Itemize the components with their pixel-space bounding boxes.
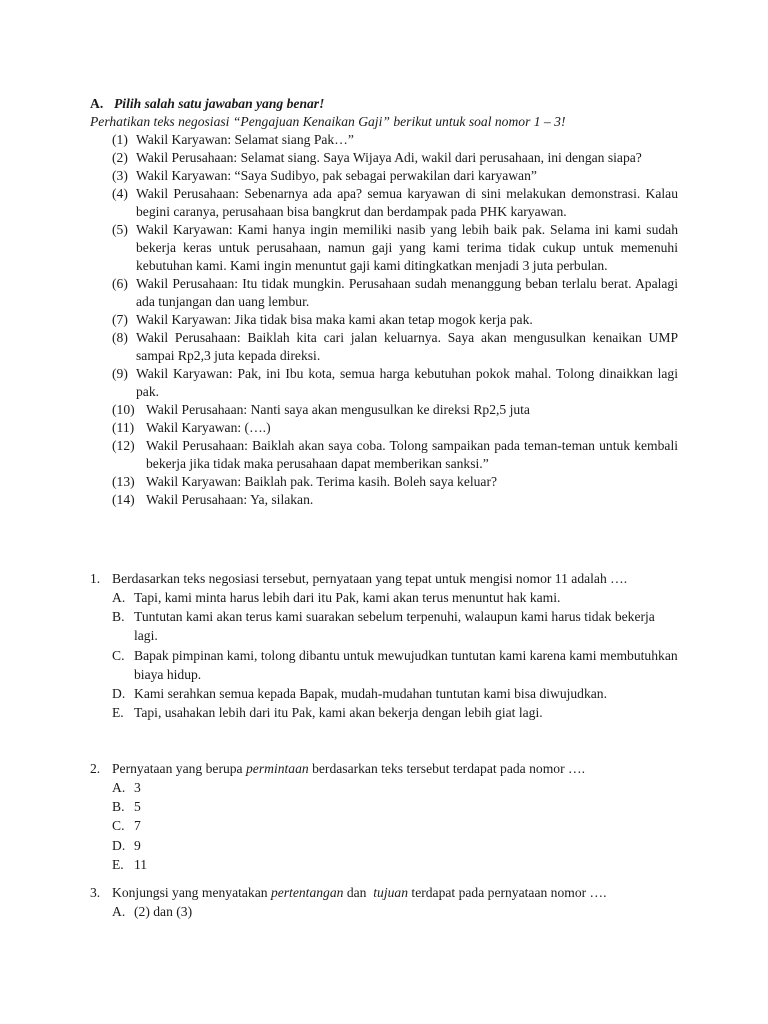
option-text: 3: [134, 780, 141, 795]
question-text-part: Konjungsi yang menyatakan: [112, 885, 271, 900]
option-text: 7: [134, 818, 141, 834]
dialog-line: [90, 149, 678, 167]
answer-options: [90, 902, 678, 921]
answer-option[interactable]: [112, 607, 678, 645]
question-emphasis: pertentangan: [270, 885, 344, 900]
option-letter: E.: [112, 705, 124, 721]
dialog-number: (7): [112, 312, 128, 327]
option-letter: D.: [112, 686, 126, 702]
dialog-text: Wakil Perusahaan: Baiklah akan saya coba. Tolong sampaikan pada teman-teman untuk kembali bekerja jika tidak maka perusahaan dapat memberikan sanksi.”: [146, 438, 678, 471]
dialog-number: (4): [112, 186, 128, 201]
question-text-part: dan: [343, 885, 374, 900]
dialog-text: Wakil Karyawan: Kami hanya ingin memiliki nasib yang lebih baik pak. Selama ini kami sudah bekerja keras untuk perusahaan, namun gaji yang kami terima tidak cukup untuk memenuhi kebutuhan kami. Kami ingin menuntut gaji kami ditingkatkan menjadi 3 juta perbulan.: [136, 222, 678, 273]
dialog-line: [90, 419, 678, 437]
answer-option[interactable]: [112, 778, 678, 797]
option-text: Bapak pimpinan kami, tolong dibantu untuk mewujudkan tuntutan kami karena kami membutuhkan biaya hidup.: [134, 647, 678, 682]
dialog-text: Wakil Karyawan: Baiklah pak. Terima kasih. Boleh saya keluar?: [146, 474, 498, 489]
option-text: Tapi, usahakan lebih dari itu Pak, kami akan bekerja dengan lebih giat lagi.: [134, 705, 543, 721]
question-number: 1.: [90, 571, 101, 586]
answer-option[interactable]: [112, 855, 678, 874]
dialog-number: (10): [112, 402, 135, 417]
question-text-part: berdasarkan teks tersebut terdapat pada nomor ….: [308, 761, 585, 776]
dialog-number: (9): [112, 366, 128, 381]
dialog-number: (2): [112, 150, 128, 165]
option-letter: A.: [112, 904, 126, 919]
question-text: Berdasarkan teks negosiasi tersebut, pernyataan yang tepat untuk mengisi nomor 11 adalah ….: [112, 571, 628, 586]
dialog-text: Wakil Karyawan: Pak, ini Ibu kota, semua harga kebutuhan pokok mahal. Tolong dinaikkan lagi pak.: [136, 366, 678, 399]
question-text: [112, 884, 678, 902]
dialog-text: Wakil Karyawan: Jika tidak bisa maka kami akan tetap mogok kerja pak.: [136, 312, 533, 327]
option-letter: C.: [112, 818, 125, 834]
question-emphasis: permintaan: [246, 761, 309, 776]
option-letter: E.: [112, 856, 124, 872]
dialog-number: (14): [112, 492, 135, 507]
option-letter: C.: [112, 647, 125, 663]
dialog-line: [90, 473, 678, 491]
question-stem: [90, 570, 678, 588]
option-letter: B.: [112, 609, 125, 625]
answer-options: [90, 588, 678, 722]
section-a: [90, 95, 678, 509]
question-text-part: Pernyataan yang berupa: [112, 761, 246, 776]
instruction-text: Perhatikan teks negosiasi “Pengajuan Kenaikan Gaji” berikut untuk soal nomor 1 – 3!: [90, 114, 566, 129]
answer-option[interactable]: [112, 816, 678, 835]
answer-option[interactable]: [112, 646, 678, 684]
answer-option[interactable]: [112, 836, 678, 855]
dialog-line: [90, 185, 678, 221]
dialog-text: Wakil Karyawan: Selamat siang Pak…”: [136, 132, 354, 147]
question-emphasis: tujuan: [373, 885, 409, 900]
option-text: 11: [134, 856, 148, 872]
option-letter: A.: [112, 780, 126, 795]
option-text: Tuntutan kami akan terus kami suarakan sebelum terpenuhi, walaupun kami harus tidak bekerja lagi.: [134, 609, 655, 644]
dialog-line: [90, 131, 678, 149]
dialog-number: (12): [112, 438, 135, 453]
question-text: [112, 760, 678, 778]
dialog-text: Wakil Perusahaan: Nanti saya akan mengusulkan ke direksi Rp2,5 juta: [146, 402, 530, 417]
dialog-number: (13): [112, 474, 135, 489]
dialog-number: (5): [112, 222, 128, 237]
option-text: 9: [134, 837, 141, 853]
answer-option[interactable]: [112, 902, 678, 921]
section-heading: [90, 95, 678, 113]
dialog-line: [90, 167, 678, 185]
question-stem: [90, 884, 678, 902]
question-number: 2.: [90, 761, 101, 776]
answer-options: [90, 778, 678, 874]
dialog-text: Wakil Perusahaan: Baiklah kita cari jalan keluarnya. Saya akan mengusulkan kenaikan UMP sampai Rp2,3 juta kepada direksi.: [136, 330, 678, 363]
question-text-part: terdapat pada pernyataan nomor ….: [408, 885, 607, 900]
section-letter: A.: [90, 96, 104, 111]
option-letter: A.: [112, 590, 126, 605]
dialog-number: (3): [112, 168, 128, 183]
question-number: 3.: [90, 885, 101, 900]
question-1: [90, 570, 678, 722]
answer-option[interactable]: [112, 588, 678, 607]
dialog-text: Wakil Perusahaan: Sebenarnya ada apa? semua karyawan di sini melakukan demonstrasi. Kalau begini caranya, perusahaan bisa bangkrut dan berdampak pada PHK karyawan.: [136, 186, 678, 219]
dialog-line: [90, 365, 678, 401]
option-text: Kami serahkan semua kepada Bapak, mudah-mudahan tuntutan kami bisa diwujudkan.: [134, 686, 608, 702]
dialog-line: [90, 311, 678, 329]
dialog-line: [90, 329, 678, 365]
dialog-line: [90, 221, 678, 275]
section-title: Pilih salah satu jawaban yang benar!: [114, 96, 325, 111]
answer-option[interactable]: [112, 684, 678, 703]
option-letter: B.: [112, 799, 125, 815]
dialog-text: Wakil Perusahaan: Ya, silakan.: [146, 492, 314, 507]
question-stem: [90, 760, 678, 778]
dialog-number: (8): [112, 330, 128, 345]
option-text: 5: [134, 799, 141, 815]
dialog-number: (6): [112, 276, 128, 291]
option-text: (2) dan (3): [134, 904, 193, 919]
dialog-line: [90, 401, 678, 419]
option-letter: D.: [112, 837, 126, 853]
dialog-number: (11): [112, 420, 135, 435]
dialog-text: Wakil Perusahaan: Itu tidak mungkin. Perusahaan sudah menanggung beban terlalu berat. Apalagi ada tunjangan dan uang lembur.: [136, 276, 678, 309]
dialog-number: (1): [112, 132, 128, 147]
answer-option[interactable]: [112, 703, 678, 722]
answer-option[interactable]: [112, 797, 678, 816]
question-3: [90, 884, 678, 921]
option-text: Tapi, kami minta harus lebih dari itu Pak, kami akan terus menuntut hak kami.: [134, 590, 561, 605]
dialog-text: Wakil Karyawan: “Saya Sudibyo, pak sebagai perwakilan dari karyawan”: [136, 168, 537, 183]
dialog-text: Wakil Karyawan: (….): [146, 420, 271, 435]
dialog-line: [90, 437, 678, 473]
negotiation-dialog: [90, 131, 678, 509]
dialog-line: [90, 275, 678, 311]
question-2: [90, 760, 678, 874]
dialog-text: Wakil Perusahaan: Selamat siang. Saya Wijaya Adi, wakil dari perusahaan, ini dengan siapa?: [136, 150, 642, 165]
dialog-line: [90, 491, 678, 509]
